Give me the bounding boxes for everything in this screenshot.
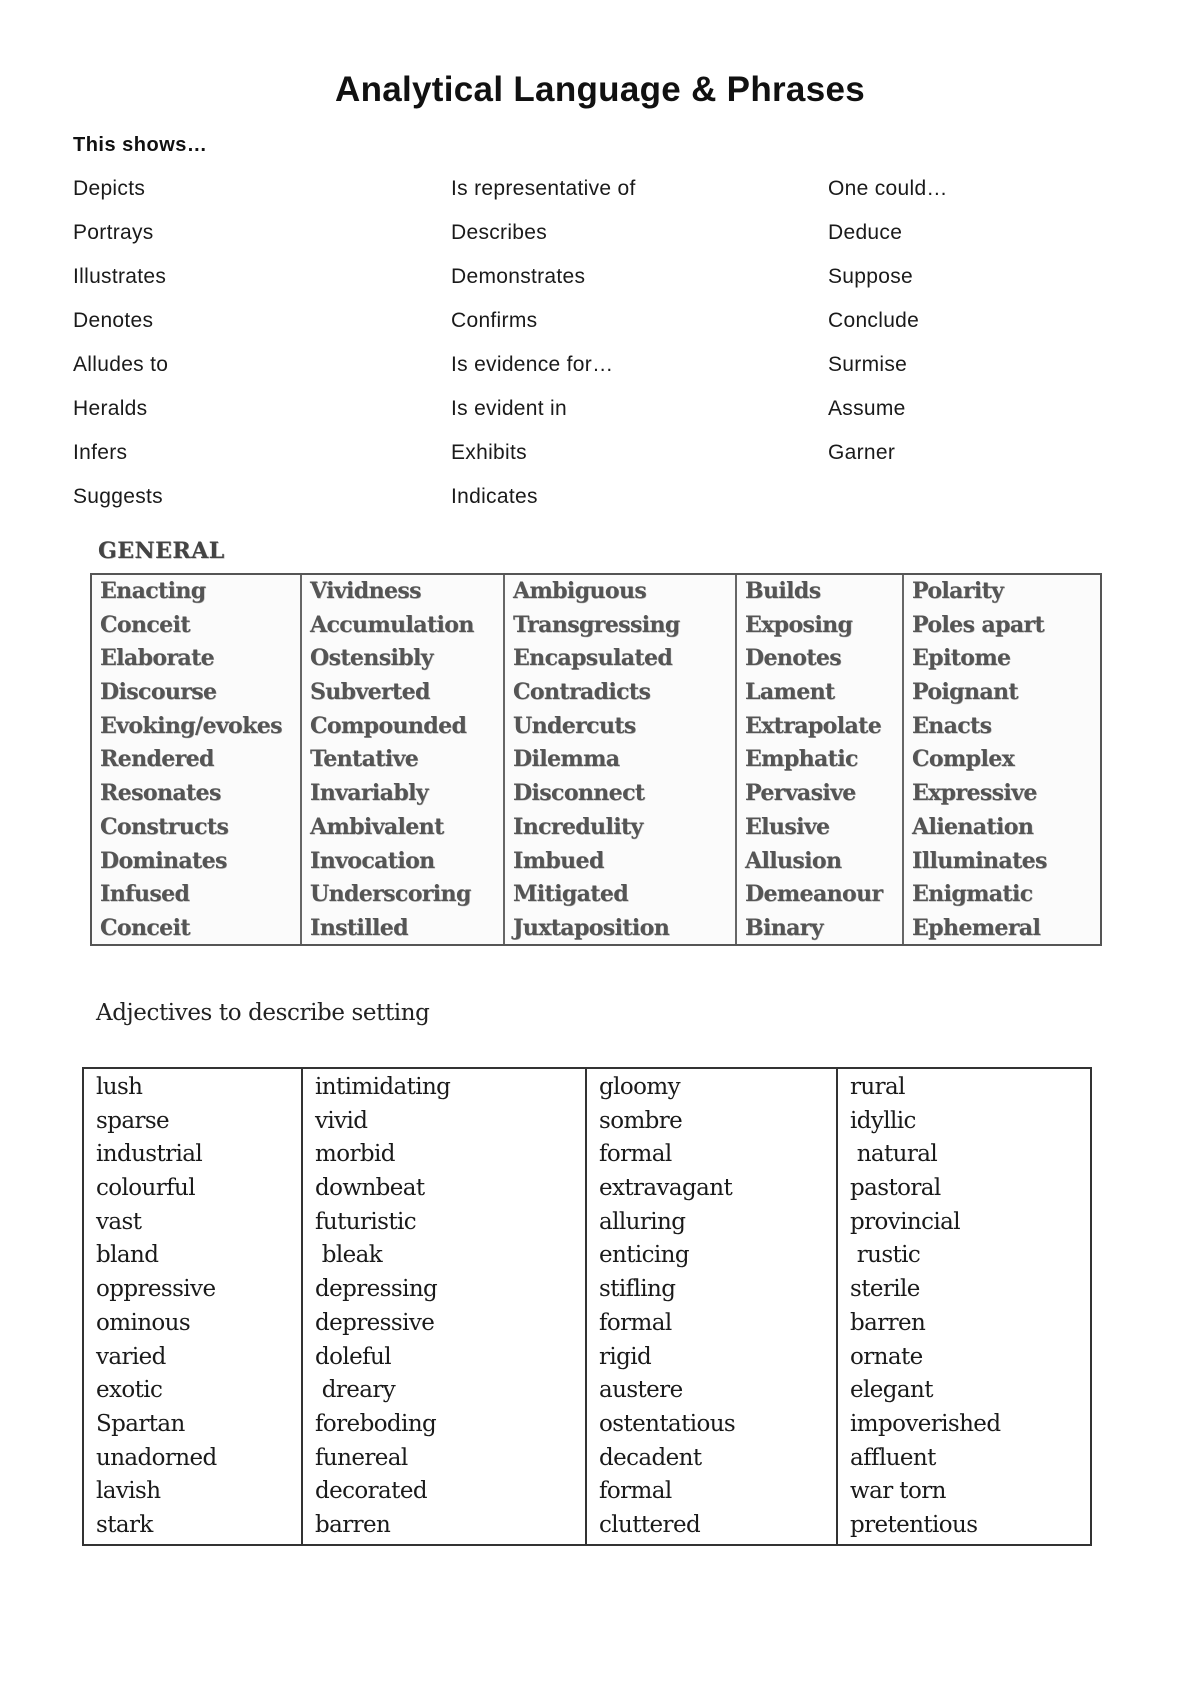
table-cell: bland: [96, 1242, 159, 1269]
general-table-column: [904, 575, 1100, 944]
table-cell: Evoking/evokes: [100, 712, 282, 739]
table-cell: ostentatious: [599, 1410, 736, 1437]
phrase-item: Is evident in: [451, 397, 567, 420]
phrase-item: Confirms: [451, 309, 538, 332]
table-cell: Undercuts: [513, 712, 636, 739]
table-cell: Ambivalent: [310, 813, 444, 840]
table-cell: affluent: [850, 1444, 936, 1471]
phrase-item: Is representative of: [451, 177, 636, 200]
table-cell: Vividness: [310, 578, 421, 604]
table-cell: rigid: [599, 1343, 652, 1370]
table-cell: ominous: [96, 1309, 191, 1336]
table-cell: stifling: [599, 1276, 676, 1303]
table-cell: impoverished: [850, 1410, 1001, 1437]
table-cell: Denotes: [745, 645, 842, 672]
table-cell: Enacts: [912, 712, 992, 739]
phrase-item: Indicates: [451, 485, 538, 508]
table-cell: formal: [599, 1141, 672, 1168]
phrase-item: Infers: [73, 441, 128, 464]
table-cell: Underscoring: [310, 881, 471, 908]
phrase-column-2: [451, 174, 636, 526]
phrase-item: Surmise: [828, 353, 908, 376]
setting-table-label: Adjectives to describe setting: [96, 1000, 430, 1026]
page-title: Analytical Language & Phrases: [335, 70, 865, 109]
table-cell: Enigmatic: [912, 881, 1033, 908]
table-cell: Enacting: [100, 578, 206, 604]
section-heading: This shows…: [73, 134, 208, 156]
table-cell: formal: [599, 1478, 672, 1505]
table-cell: Dilemma: [513, 746, 620, 773]
table-cell: Resonates: [100, 780, 221, 807]
table-cell: varied: [96, 1343, 166, 1370]
table-cell: Ostensibly: [310, 645, 433, 672]
table-cell: funereal: [315, 1444, 408, 1471]
table-cell: Demeanour: [745, 881, 883, 908]
table-cell: formal: [599, 1309, 672, 1336]
phrase-item: Garner: [828, 441, 896, 464]
table-cell: Instilled: [310, 914, 408, 941]
table-cell: Invocation: [310, 847, 435, 874]
table-cell: sterile: [850, 1276, 920, 1303]
phrase-item: Demonstrates: [451, 265, 586, 288]
phrase-item: Describes: [451, 221, 548, 244]
table-cell: gloomy: [599, 1074, 680, 1100]
setting-table-column: [587, 1069, 838, 1544]
table-cell: extravagant: [599, 1175, 733, 1202]
table-cell: Poles apart: [912, 611, 1045, 638]
table-cell: Ambiguous: [513, 578, 647, 604]
table-cell: war torn: [850, 1478, 946, 1505]
table-cell: Conceit: [100, 914, 190, 941]
table-cell: Elaborate: [100, 645, 215, 672]
phrase-item: Is evidence for…: [451, 353, 614, 376]
table-cell: Emphatic: [745, 746, 858, 773]
phrase-item: Exhibits: [451, 441, 527, 464]
general-table-column: [737, 575, 904, 944]
table-cell: idyllic: [850, 1107, 916, 1134]
table-cell: Imbued: [513, 847, 604, 874]
table-cell: futuristic: [315, 1208, 417, 1235]
table-cell: natural: [850, 1141, 938, 1168]
phrase-item: Assume: [828, 397, 906, 420]
general-table-label: GENERAL: [98, 538, 225, 564]
table-cell: cluttered: [599, 1511, 701, 1538]
table-cell: oppressive: [96, 1276, 216, 1303]
table-cell: Expressive: [912, 780, 1037, 807]
table-cell: morbid: [315, 1141, 395, 1168]
table-cell: Lament: [745, 679, 835, 706]
general-table-column: [92, 575, 302, 944]
table-cell: Poignant: [912, 679, 1018, 706]
phrase-item: Suppose: [828, 265, 914, 288]
table-cell: rural: [850, 1074, 905, 1100]
table-cell: Encapsulated: [513, 645, 673, 672]
table-cell: Constructs: [100, 813, 229, 840]
table-cell: Epitome: [912, 645, 1011, 672]
table-cell: Extrapolate: [745, 712, 882, 739]
table-cell: decadent: [599, 1444, 702, 1471]
table-cell: Conceit: [100, 611, 190, 638]
table-cell: dreary: [315, 1377, 396, 1404]
table-cell: vast: [96, 1208, 142, 1235]
table-cell: industrial: [96, 1141, 203, 1168]
table-cell: unadorned: [96, 1444, 217, 1471]
table-cell: Accumulation: [310, 611, 474, 638]
table-cell: ornate: [850, 1343, 923, 1370]
table-cell: depressive: [315, 1309, 435, 1336]
table-cell: provincial: [850, 1208, 961, 1235]
phrase-item: Deduce: [828, 221, 903, 244]
table-cell: stark: [96, 1511, 153, 1538]
general-vocabulary-table: [90, 573, 1102, 946]
table-cell: Contradicts: [513, 679, 651, 706]
phrase-column-1: [73, 174, 168, 526]
table-cell: Elusive: [745, 813, 830, 840]
table-cell: Juxtaposition: [513, 914, 670, 941]
phrase-item: Suggests: [73, 485, 163, 508]
phrase-column-3: [828, 174, 948, 482]
table-cell: doleful: [315, 1343, 392, 1370]
table-cell: lavish: [96, 1478, 161, 1505]
table-cell: sombre: [599, 1107, 683, 1134]
table-cell: Pervasive: [745, 780, 856, 807]
table-cell: rustic: [850, 1242, 921, 1269]
table-cell: bleak: [315, 1242, 383, 1269]
table-cell: barren: [315, 1511, 391, 1538]
phrase-item: Heralds: [73, 397, 148, 420]
table-cell: Tentative: [310, 746, 419, 773]
table-cell: Incredulity: [513, 813, 643, 840]
table-cell: lush: [96, 1074, 143, 1100]
setting-table-column: [84, 1069, 303, 1544]
table-cell: elegant: [850, 1377, 933, 1404]
setting-table-column: [838, 1069, 1090, 1544]
table-cell: depressing: [315, 1276, 438, 1303]
table-cell: Polarity: [912, 578, 1004, 604]
general-table-column: [505, 575, 737, 944]
table-cell: Dominates: [100, 847, 227, 874]
phrase-item: Alludes to: [73, 353, 169, 376]
table-cell: Invariably: [310, 780, 429, 807]
table-cell: Ephemeral: [912, 914, 1041, 941]
phrase-item: Depicts: [73, 177, 146, 200]
phrase-item: Conclude: [828, 309, 920, 332]
table-cell: Transgressing: [513, 611, 680, 638]
table-cell: Binary: [745, 914, 823, 941]
table-cell: sparse: [96, 1107, 170, 1134]
table-cell: Subverted: [310, 679, 430, 706]
table-cell: Allusion: [745, 847, 842, 874]
table-cell: pastoral: [850, 1175, 941, 1202]
table-cell: Spartan: [96, 1410, 185, 1437]
phrase-item: One could…: [828, 177, 948, 200]
table-cell: barren: [850, 1309, 926, 1336]
table-cell: Compounded: [310, 712, 467, 739]
table-cell: downbeat: [315, 1175, 425, 1202]
phrase-item: Portrays: [73, 221, 154, 244]
phrase-item: Illustrates: [73, 265, 167, 288]
table-cell: Complex: [912, 746, 1015, 773]
phrase-item: Denotes: [73, 309, 154, 332]
table-cell: pretentious: [850, 1511, 978, 1538]
table-cell: colourful: [96, 1175, 196, 1202]
table-cell: Rendered: [100, 746, 214, 773]
table-cell: alluring: [599, 1208, 686, 1235]
table-cell: Illuminates: [912, 847, 1047, 874]
table-cell: Mitigated: [513, 881, 629, 908]
table-cell: Discourse: [100, 679, 217, 706]
table-cell: vivid: [315, 1107, 368, 1134]
table-cell: foreboding: [315, 1410, 437, 1437]
table-cell: exotic: [96, 1377, 163, 1404]
table-cell: Disconnect: [513, 780, 645, 807]
setting-adjectives-table: [82, 1067, 1092, 1546]
table-cell: decorated: [315, 1478, 427, 1505]
table-cell: enticing: [599, 1242, 689, 1269]
table-cell: Builds: [745, 578, 821, 604]
table-cell: Alienation: [912, 813, 1034, 840]
table-cell: austere: [599, 1377, 683, 1404]
table-cell: Exposing: [745, 611, 853, 638]
general-table-column: [302, 575, 505, 944]
table-cell: intimidating: [315, 1074, 451, 1100]
setting-table-column: [303, 1069, 587, 1544]
table-cell: Infused: [100, 881, 190, 908]
